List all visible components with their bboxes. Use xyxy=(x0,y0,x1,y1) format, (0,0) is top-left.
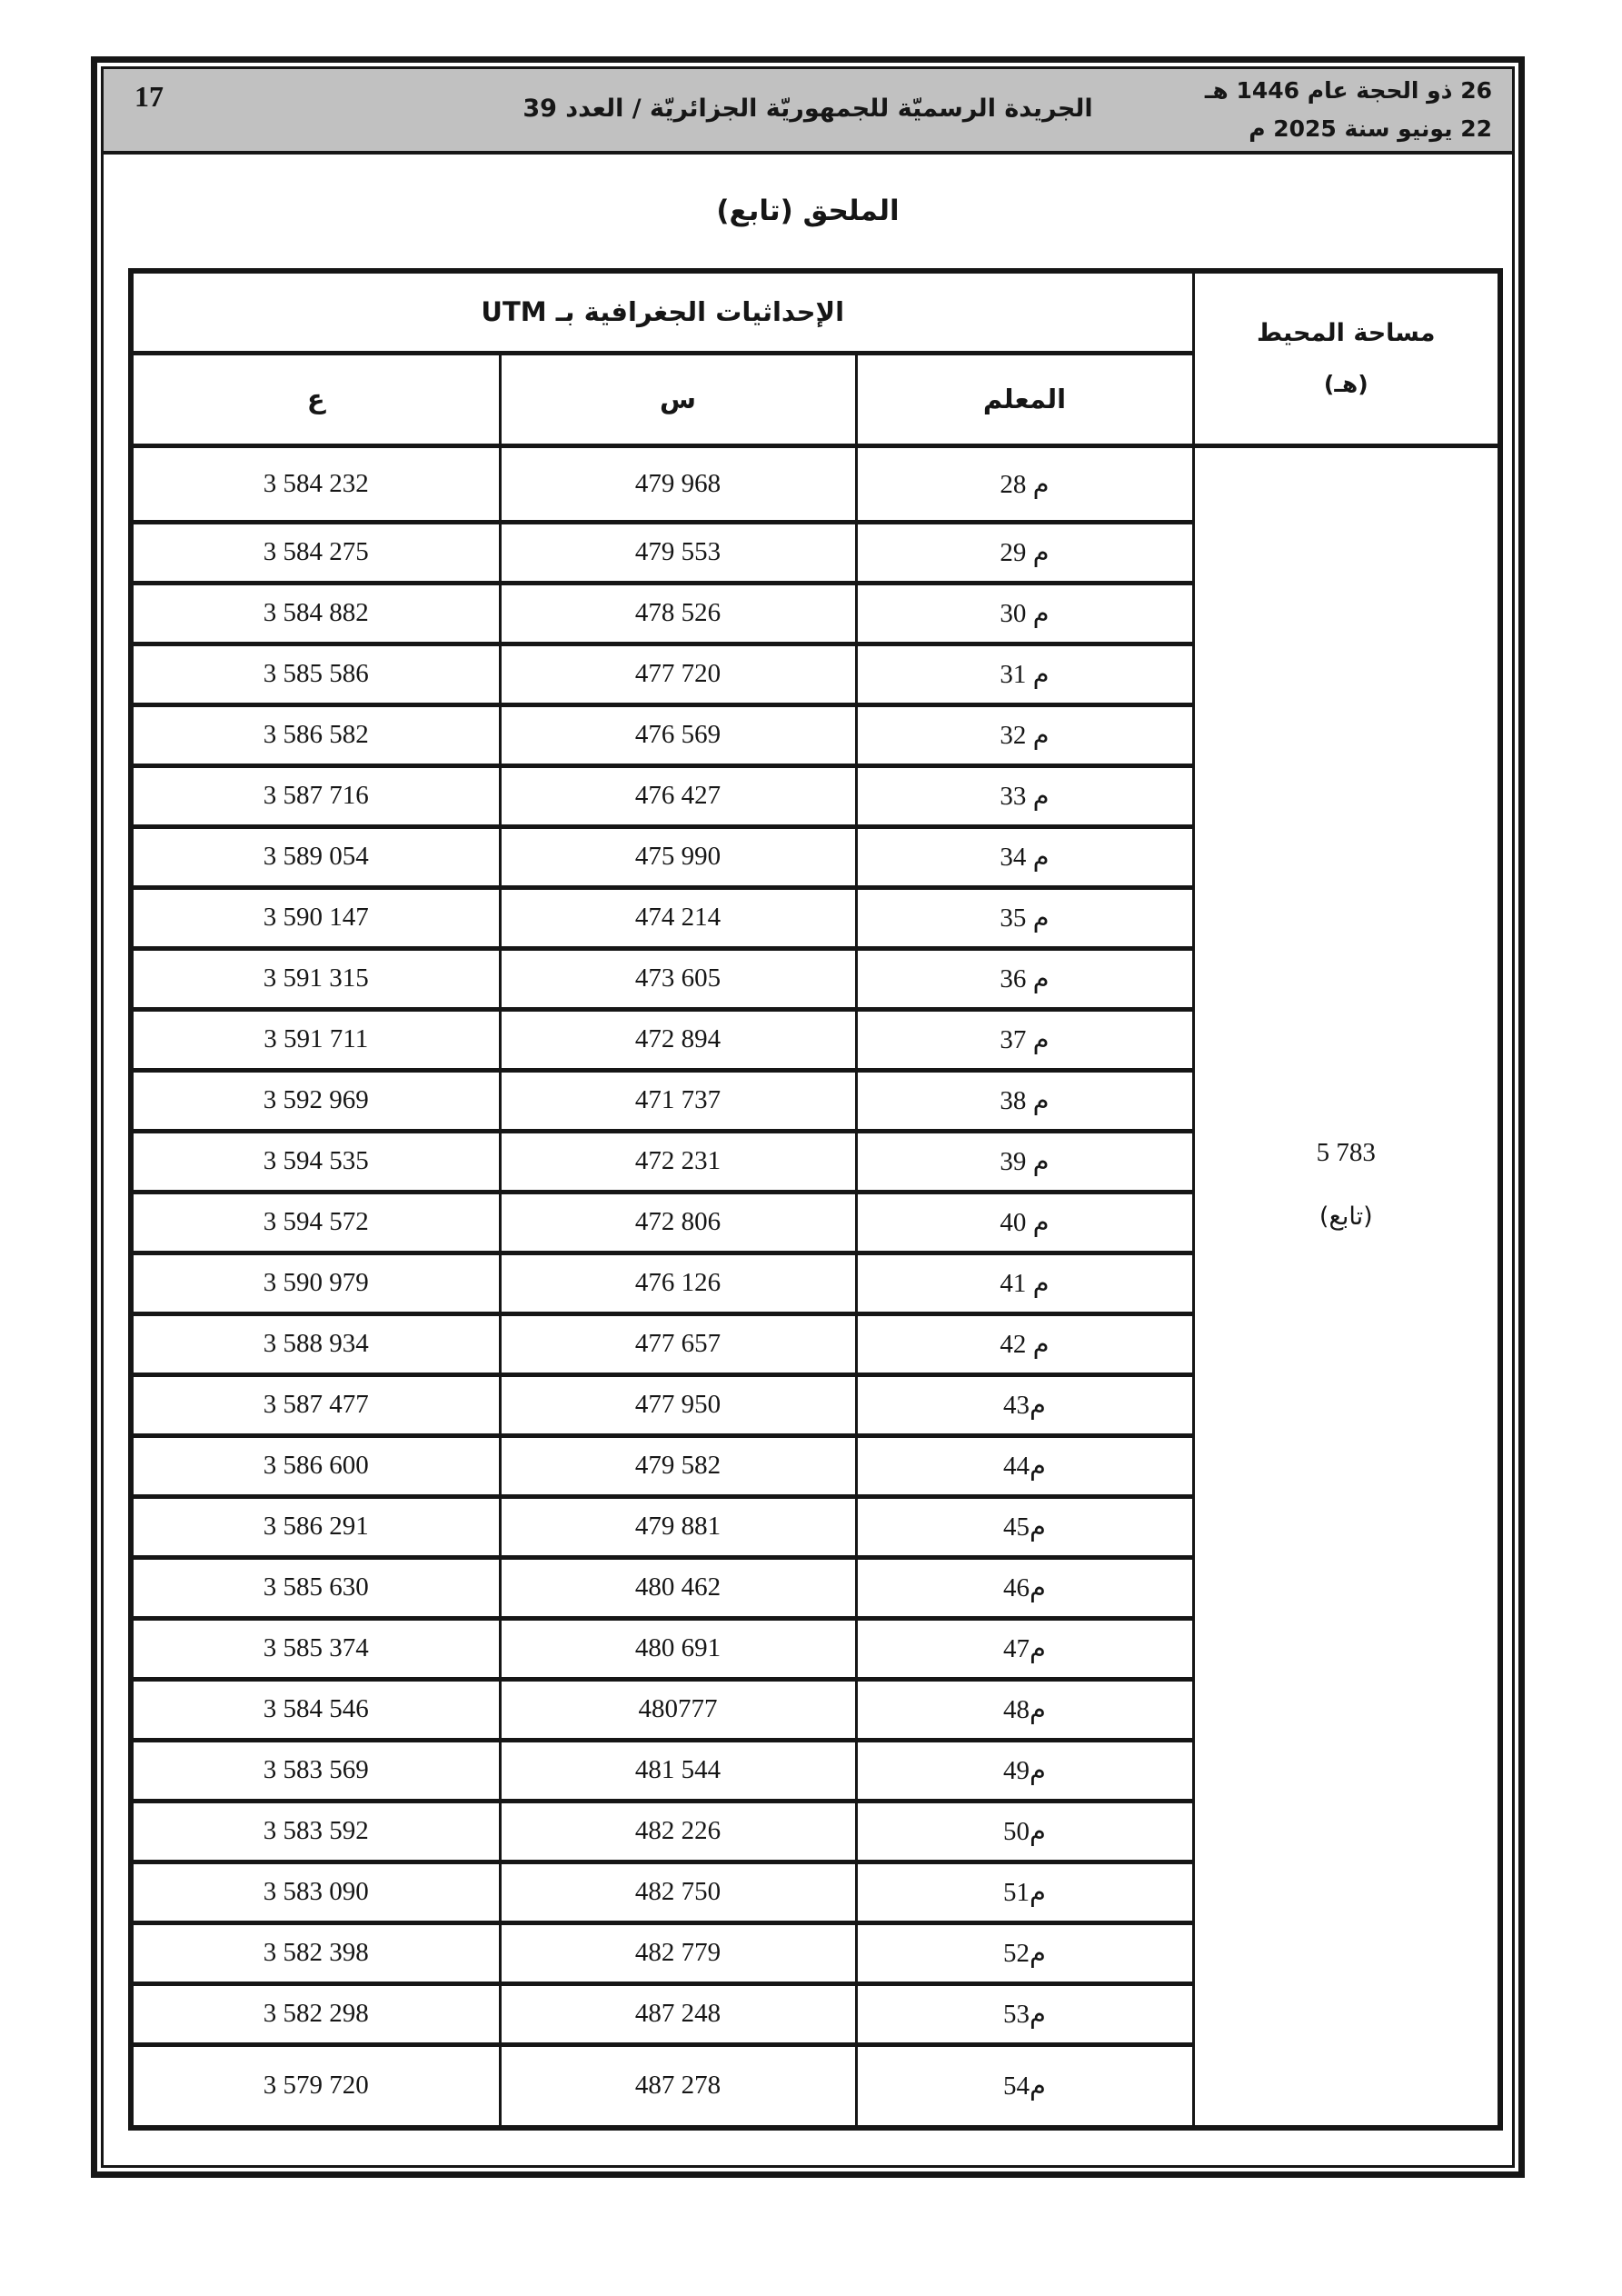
date-hijri: 26 ذو الحجة عام 1446 هـ xyxy=(1204,77,1492,104)
marker-cell: م 35 xyxy=(856,887,1193,948)
y-cell: 3 591 711 xyxy=(131,1009,500,1070)
x-cell: 472 894 xyxy=(500,1009,856,1070)
marker-column-header: المعلم xyxy=(856,353,1193,445)
y-cell: 3 590 979 xyxy=(131,1253,500,1313)
y-cell: 3 591 315 xyxy=(131,948,500,1009)
x-cell: 476 126 xyxy=(500,1253,856,1313)
x-column-header: س xyxy=(500,353,856,445)
utm-header-cell: الإحداثيات الجغرافية بـ UTM xyxy=(131,271,1193,353)
marker-cell: م 37 xyxy=(856,1009,1193,1070)
y-cell: 3 584 546 xyxy=(131,1679,500,1740)
y-cell: 3 584 882 xyxy=(131,583,500,644)
marker-cell: م 41 xyxy=(856,1253,1193,1313)
marker-cell: م53 xyxy=(856,1983,1193,2044)
y-cell: 3 586 291 xyxy=(131,1496,500,1557)
y-cell: 3 583 592 xyxy=(131,1801,500,1862)
marker-cell: م47 xyxy=(856,1618,1193,1679)
marker-cell: م 33 xyxy=(856,765,1193,826)
x-cell: 481 544 xyxy=(500,1740,856,1801)
y-cell: 3 590 147 xyxy=(131,887,500,948)
area-header xyxy=(1195,319,1498,397)
x-cell: 482 750 xyxy=(500,1862,856,1922)
x-cell: 471 737 xyxy=(500,1070,856,1131)
y-cell: 3 583 090 xyxy=(131,1862,500,1922)
x-cell: 474 214 xyxy=(500,887,856,948)
page-outer-border xyxy=(91,56,1525,2178)
marker-cell: م49 xyxy=(856,1740,1193,1801)
marker-cell: م 38 xyxy=(856,1070,1193,1131)
page-inner-border xyxy=(101,66,1515,2168)
x-cell: 476 569 xyxy=(500,704,856,765)
y-cell: 3 584 232 xyxy=(131,445,500,522)
date-gregorian: 22 يونيو سنة 2025 م xyxy=(1249,115,1492,142)
marker-cell: م43 xyxy=(856,1374,1193,1435)
coordinates-table xyxy=(128,268,1503,2131)
area-note: (تابع) xyxy=(1318,1203,1373,1232)
y-cell: 3 585 630 xyxy=(131,1557,500,1618)
x-cell: 475 990 xyxy=(500,826,856,887)
area-unit: (هـ) xyxy=(1323,371,1368,398)
marker-cell: م44 xyxy=(856,1435,1193,1496)
header-band xyxy=(104,69,1512,155)
y-cell: 3 588 934 xyxy=(131,1313,500,1374)
x-cell: 473 605 xyxy=(500,948,856,1009)
area-value: 5 783 xyxy=(1316,1138,1376,1168)
annex-title: الملحق (تابع) xyxy=(716,195,900,227)
y-cell: 3 586 600 xyxy=(131,1435,500,1496)
x-cell: 487 248 xyxy=(500,1983,856,2044)
marker-cell: م48 xyxy=(856,1679,1193,1740)
y-cell: 3 587 477 xyxy=(131,1374,500,1435)
marker-cell: م 36 xyxy=(856,948,1193,1009)
x-cell: 477 950 xyxy=(500,1374,856,1435)
y-cell: 3 585 374 xyxy=(131,1618,500,1679)
table-row xyxy=(131,445,1500,522)
marker-cell: م 29 xyxy=(856,522,1193,583)
marker-cell: م 34 xyxy=(856,826,1193,887)
x-cell: 479 968 xyxy=(500,445,856,522)
x-cell: 482 779 xyxy=(500,1922,856,1983)
x-cell: 477 657 xyxy=(500,1313,856,1374)
area-header-cell xyxy=(1193,271,1500,445)
marker-cell: م 28 xyxy=(856,445,1193,522)
x-cell: 480777 xyxy=(500,1679,856,1740)
x-cell: 480 691 xyxy=(500,1618,856,1679)
marker-cell: م 30 xyxy=(856,583,1193,644)
y-cell: 3 583 569 xyxy=(131,1740,500,1801)
marker-cell: م 40 xyxy=(856,1192,1193,1253)
y-column-header: ع xyxy=(131,353,500,445)
y-cell: 3 594 572 xyxy=(131,1192,500,1253)
marker-cell: م50 xyxy=(856,1801,1193,1862)
x-cell: 479 881 xyxy=(500,1496,856,1557)
x-cell: 480 462 xyxy=(500,1557,856,1618)
y-cell: 3 589 054 xyxy=(131,826,500,887)
x-cell: 476 427 xyxy=(500,765,856,826)
x-cell: 479 553 xyxy=(500,522,856,583)
y-cell: 3 579 720 xyxy=(131,2044,500,2128)
area-value-cell xyxy=(1193,445,1500,2128)
x-cell: 482 226 xyxy=(500,1801,856,1862)
x-cell: 479 582 xyxy=(500,1435,856,1496)
marker-cell: م 39 xyxy=(856,1131,1193,1192)
marker-cell: م54 xyxy=(856,2044,1193,2128)
marker-cell: م 42 xyxy=(856,1313,1193,1374)
y-cell: 3 582 398 xyxy=(131,1922,500,1983)
journal-title: الجريدة الرسميّة للجمهوريّة الجزائريّة / العدد 39 xyxy=(522,95,1093,123)
marker-cell: م52 xyxy=(856,1922,1193,1983)
marker-cell: م45 xyxy=(856,1496,1193,1557)
marker-cell: م 31 xyxy=(856,644,1193,704)
area-title: مساحة المحيط xyxy=(1257,319,1436,348)
marker-cell: م46 xyxy=(856,1557,1193,1618)
marker-cell: م51 xyxy=(856,1862,1193,1922)
table-header-row-1 xyxy=(131,271,1500,353)
date-block xyxy=(1205,69,1492,151)
marker-cell: م 32 xyxy=(856,704,1193,765)
x-cell: 472 231 xyxy=(500,1131,856,1192)
y-cell: 3 587 716 xyxy=(131,765,500,826)
x-cell: 478 526 xyxy=(500,583,856,644)
x-cell: 487 278 xyxy=(500,2044,856,2128)
y-cell: 3 584 275 xyxy=(131,522,500,583)
y-cell: 3 586 582 xyxy=(131,704,500,765)
y-cell: 3 592 969 xyxy=(131,1070,500,1131)
page-number: 17 xyxy=(134,80,164,113)
y-cell: 3 585 586 xyxy=(131,644,500,704)
x-cell: 477 720 xyxy=(500,644,856,704)
y-cell: 3 594 535 xyxy=(131,1131,500,1192)
y-cell: 3 582 298 xyxy=(131,1983,500,2044)
area-value-block xyxy=(1195,1138,1498,1231)
x-cell: 472 806 xyxy=(500,1192,856,1253)
